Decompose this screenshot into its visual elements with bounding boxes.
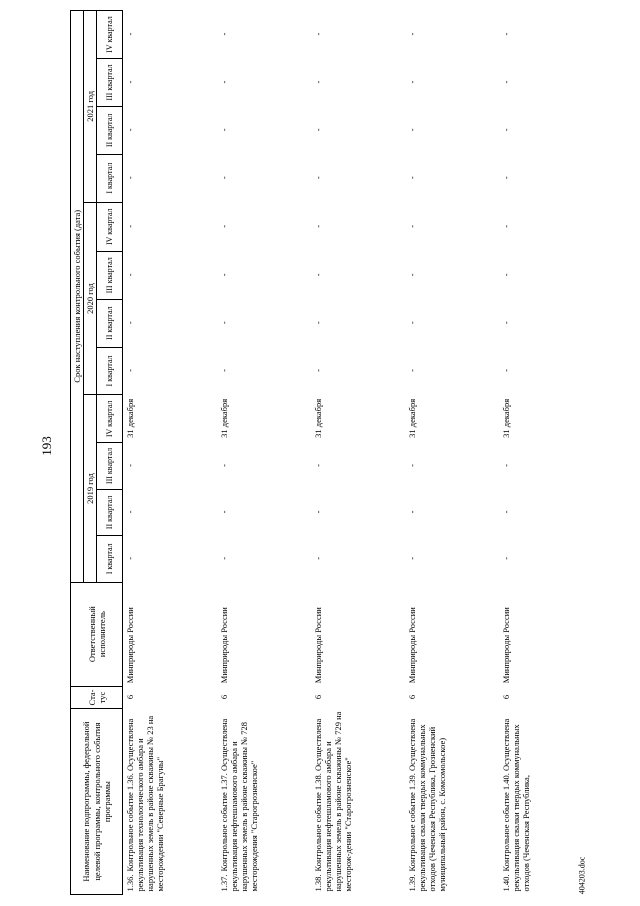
event-name-cell bbox=[123, 709, 217, 895]
quarter-cell: - bbox=[312, 369, 323, 372]
quarter-cell: - bbox=[500, 128, 511, 132]
event-name-cell bbox=[217, 709, 311, 895]
responsible-cell: Минприроды России bbox=[500, 607, 511, 684]
quarter-cell: - bbox=[218, 464, 229, 467]
quarter-cell: - bbox=[218, 273, 229, 277]
quarter-cell: - bbox=[406, 321, 417, 325]
quarter-cell: - bbox=[312, 510, 323, 514]
quarter-cell: - bbox=[125, 273, 136, 277]
quarter-cell: - bbox=[406, 510, 417, 514]
quarter-cell: - bbox=[125, 224, 136, 228]
quarter-cell: - bbox=[312, 464, 323, 467]
event-index: 1.40. bbox=[500, 874, 511, 892]
event-name-cell bbox=[405, 709, 499, 895]
quarter-cell: - bbox=[406, 273, 417, 277]
quarter-cell: - bbox=[500, 273, 511, 277]
status-cell: 6 bbox=[500, 694, 511, 700]
quarter-cell: - bbox=[218, 80, 229, 84]
responsible-cell: Минприроды России bbox=[312, 607, 323, 684]
table-row bbox=[311, 11, 405, 895]
header-responsible: Ответственный исполнитель bbox=[71, 582, 123, 686]
quarter-cell: - bbox=[406, 369, 417, 372]
quarter-cell: 31 декабря bbox=[500, 398, 511, 438]
quarter-cell: - bbox=[312, 128, 323, 132]
table-row bbox=[405, 11, 499, 895]
header-quarter: III квартал bbox=[97, 443, 123, 489]
event-name-cell bbox=[311, 709, 405, 895]
quarter-cell: - bbox=[312, 321, 323, 325]
quarter-cell: - bbox=[500, 464, 511, 467]
responsible-cell: Минприроды России bbox=[406, 607, 417, 684]
quarter-cell: - bbox=[500, 556, 511, 560]
quarter-cell: - bbox=[125, 464, 136, 467]
rotated-table-container bbox=[70, 10, 610, 895]
status-cell: 6 bbox=[312, 694, 323, 700]
quarter-cell: - bbox=[125, 32, 136, 36]
header-year-2021: 2021 год bbox=[84, 11, 97, 203]
quarter-cell: - bbox=[125, 176, 136, 180]
quarter-cell: - bbox=[312, 80, 323, 84]
quarter-cell: - bbox=[125, 369, 136, 372]
header-quarter: II квартал bbox=[97, 106, 123, 154]
event-index: 1.36. bbox=[125, 874, 136, 892]
quarter-cell: 31 декабря bbox=[218, 398, 229, 438]
status-cell: 6 bbox=[218, 694, 229, 700]
quarter-cell: - bbox=[500, 224, 511, 228]
quarter-cell: - bbox=[218, 176, 229, 180]
header-name: Наименование подпрограммы, федеральной целевой программы, контрольного события программы bbox=[71, 709, 123, 895]
quarter-cell: - bbox=[218, 369, 229, 372]
quarter-cell: - bbox=[406, 176, 417, 180]
page-number: 193 bbox=[39, 436, 54, 456]
quarter-cell: - bbox=[406, 32, 417, 36]
quarter-cell: - bbox=[218, 321, 229, 325]
quarter-cell: - bbox=[500, 80, 511, 84]
header-year-2020: 2020 год bbox=[84, 202, 97, 395]
header-quarter: III квартал bbox=[97, 251, 123, 299]
header-quarter: II квартал bbox=[97, 489, 123, 535]
header-quarter: III квартал bbox=[97, 59, 123, 107]
quarter-cell: - bbox=[218, 128, 229, 132]
table-body bbox=[123, 11, 593, 895]
status-cell: 6 bbox=[125, 694, 136, 700]
quarter-cell: - bbox=[312, 32, 323, 36]
responsible-cell: Минприроды России bbox=[125, 607, 136, 684]
quarter-cell: - bbox=[125, 510, 136, 514]
header-quarter: IV квартал bbox=[97, 395, 123, 443]
quarter-cell: - bbox=[125, 128, 136, 132]
header-status: Ста-тус bbox=[71, 686, 123, 709]
header-quarter: IV квартал bbox=[97, 11, 123, 59]
quarter-cell: - bbox=[406, 224, 417, 228]
quarter-cell: - bbox=[312, 273, 323, 277]
event-index: 1.38. bbox=[312, 874, 323, 892]
quarter-cell: 31 декабря bbox=[312, 398, 323, 438]
quarter-cell: - bbox=[500, 32, 511, 36]
quarter-cell: - bbox=[500, 176, 511, 180]
quarter-cell: - bbox=[406, 556, 417, 560]
table-row bbox=[123, 11, 217, 895]
quarter-cell: - bbox=[218, 32, 229, 36]
table-row bbox=[217, 11, 311, 895]
quarter-cell: - bbox=[406, 128, 417, 132]
quarter-cell: - bbox=[312, 556, 323, 560]
event-text: Контрольное событие 1.40. Осуществлена рекультивация свалки твердых коммунальных отходов (Чеченская Республика, bbox=[500, 718, 531, 892]
event-text: Контрольное событие 1.39. Осуществлена рекультивация свалки твердых коммунальных отходов (Чеченская Республика, Грозненский муниципальный район, с. Комсомольское) bbox=[406, 718, 447, 892]
quarter-cell: - bbox=[218, 224, 229, 228]
control-events-table bbox=[70, 10, 593, 895]
table-row bbox=[499, 11, 593, 895]
event-text: Контрольное событие 1.36. Осуществлена рекультивация технологического амбара и нарушенных земель в районе скважины № 23 на месторождении "Северные Брагуны" bbox=[125, 715, 166, 892]
header-quarter: I квартал bbox=[97, 154, 123, 202]
event-text: Контрольное событие 1.38. Осуществлена рекультивация нефтешламового амбара и нарушенных земель в районе скважины № 729 на месторож-дении "Старогрозненское" bbox=[312, 711, 353, 892]
header-quarter: I квартал bbox=[97, 536, 123, 582]
header-quarter: I квартал bbox=[97, 347, 123, 395]
quarter-cell: - bbox=[500, 321, 511, 325]
responsible-cell: Минприроды России bbox=[218, 607, 229, 684]
quarter-cell: - bbox=[406, 464, 417, 467]
quarter-cell: - bbox=[312, 224, 323, 228]
header-quarter: IV квартал bbox=[97, 202, 123, 251]
quarter-cell: 31 декабря bbox=[125, 398, 136, 438]
quarter-cell: - bbox=[312, 176, 323, 180]
quarter-cell: - bbox=[125, 321, 136, 325]
quarter-cell: - bbox=[125, 556, 136, 560]
event-index: 1.39. bbox=[406, 874, 417, 892]
quarter-cell: - bbox=[500, 510, 511, 514]
quarter-cell: - bbox=[406, 80, 417, 84]
quarter-cell: - bbox=[218, 556, 229, 560]
status-cell: 6 bbox=[406, 694, 417, 700]
event-index: 1.37. bbox=[218, 874, 229, 892]
quarter-cell: - bbox=[125, 80, 136, 84]
event-text: Контрольное событие 1.37. Осуществлена рекультивация нефтешламового амбара и нарушенных земель в районе скважины № 728 месторождения "Старогрозненское" bbox=[218, 718, 259, 892]
header-year-2019: 2019 год bbox=[84, 395, 97, 582]
quarter-cell: 31 декабря bbox=[406, 398, 417, 438]
quarter-cell: - bbox=[500, 369, 511, 372]
quarter-cell: - bbox=[218, 510, 229, 514]
header-deadline: Срок наступления контрольного события (дата) bbox=[71, 11, 84, 583]
header-quarter: II квартал bbox=[97, 299, 123, 347]
footer-doc-name: 404203.doc bbox=[577, 856, 587, 895]
